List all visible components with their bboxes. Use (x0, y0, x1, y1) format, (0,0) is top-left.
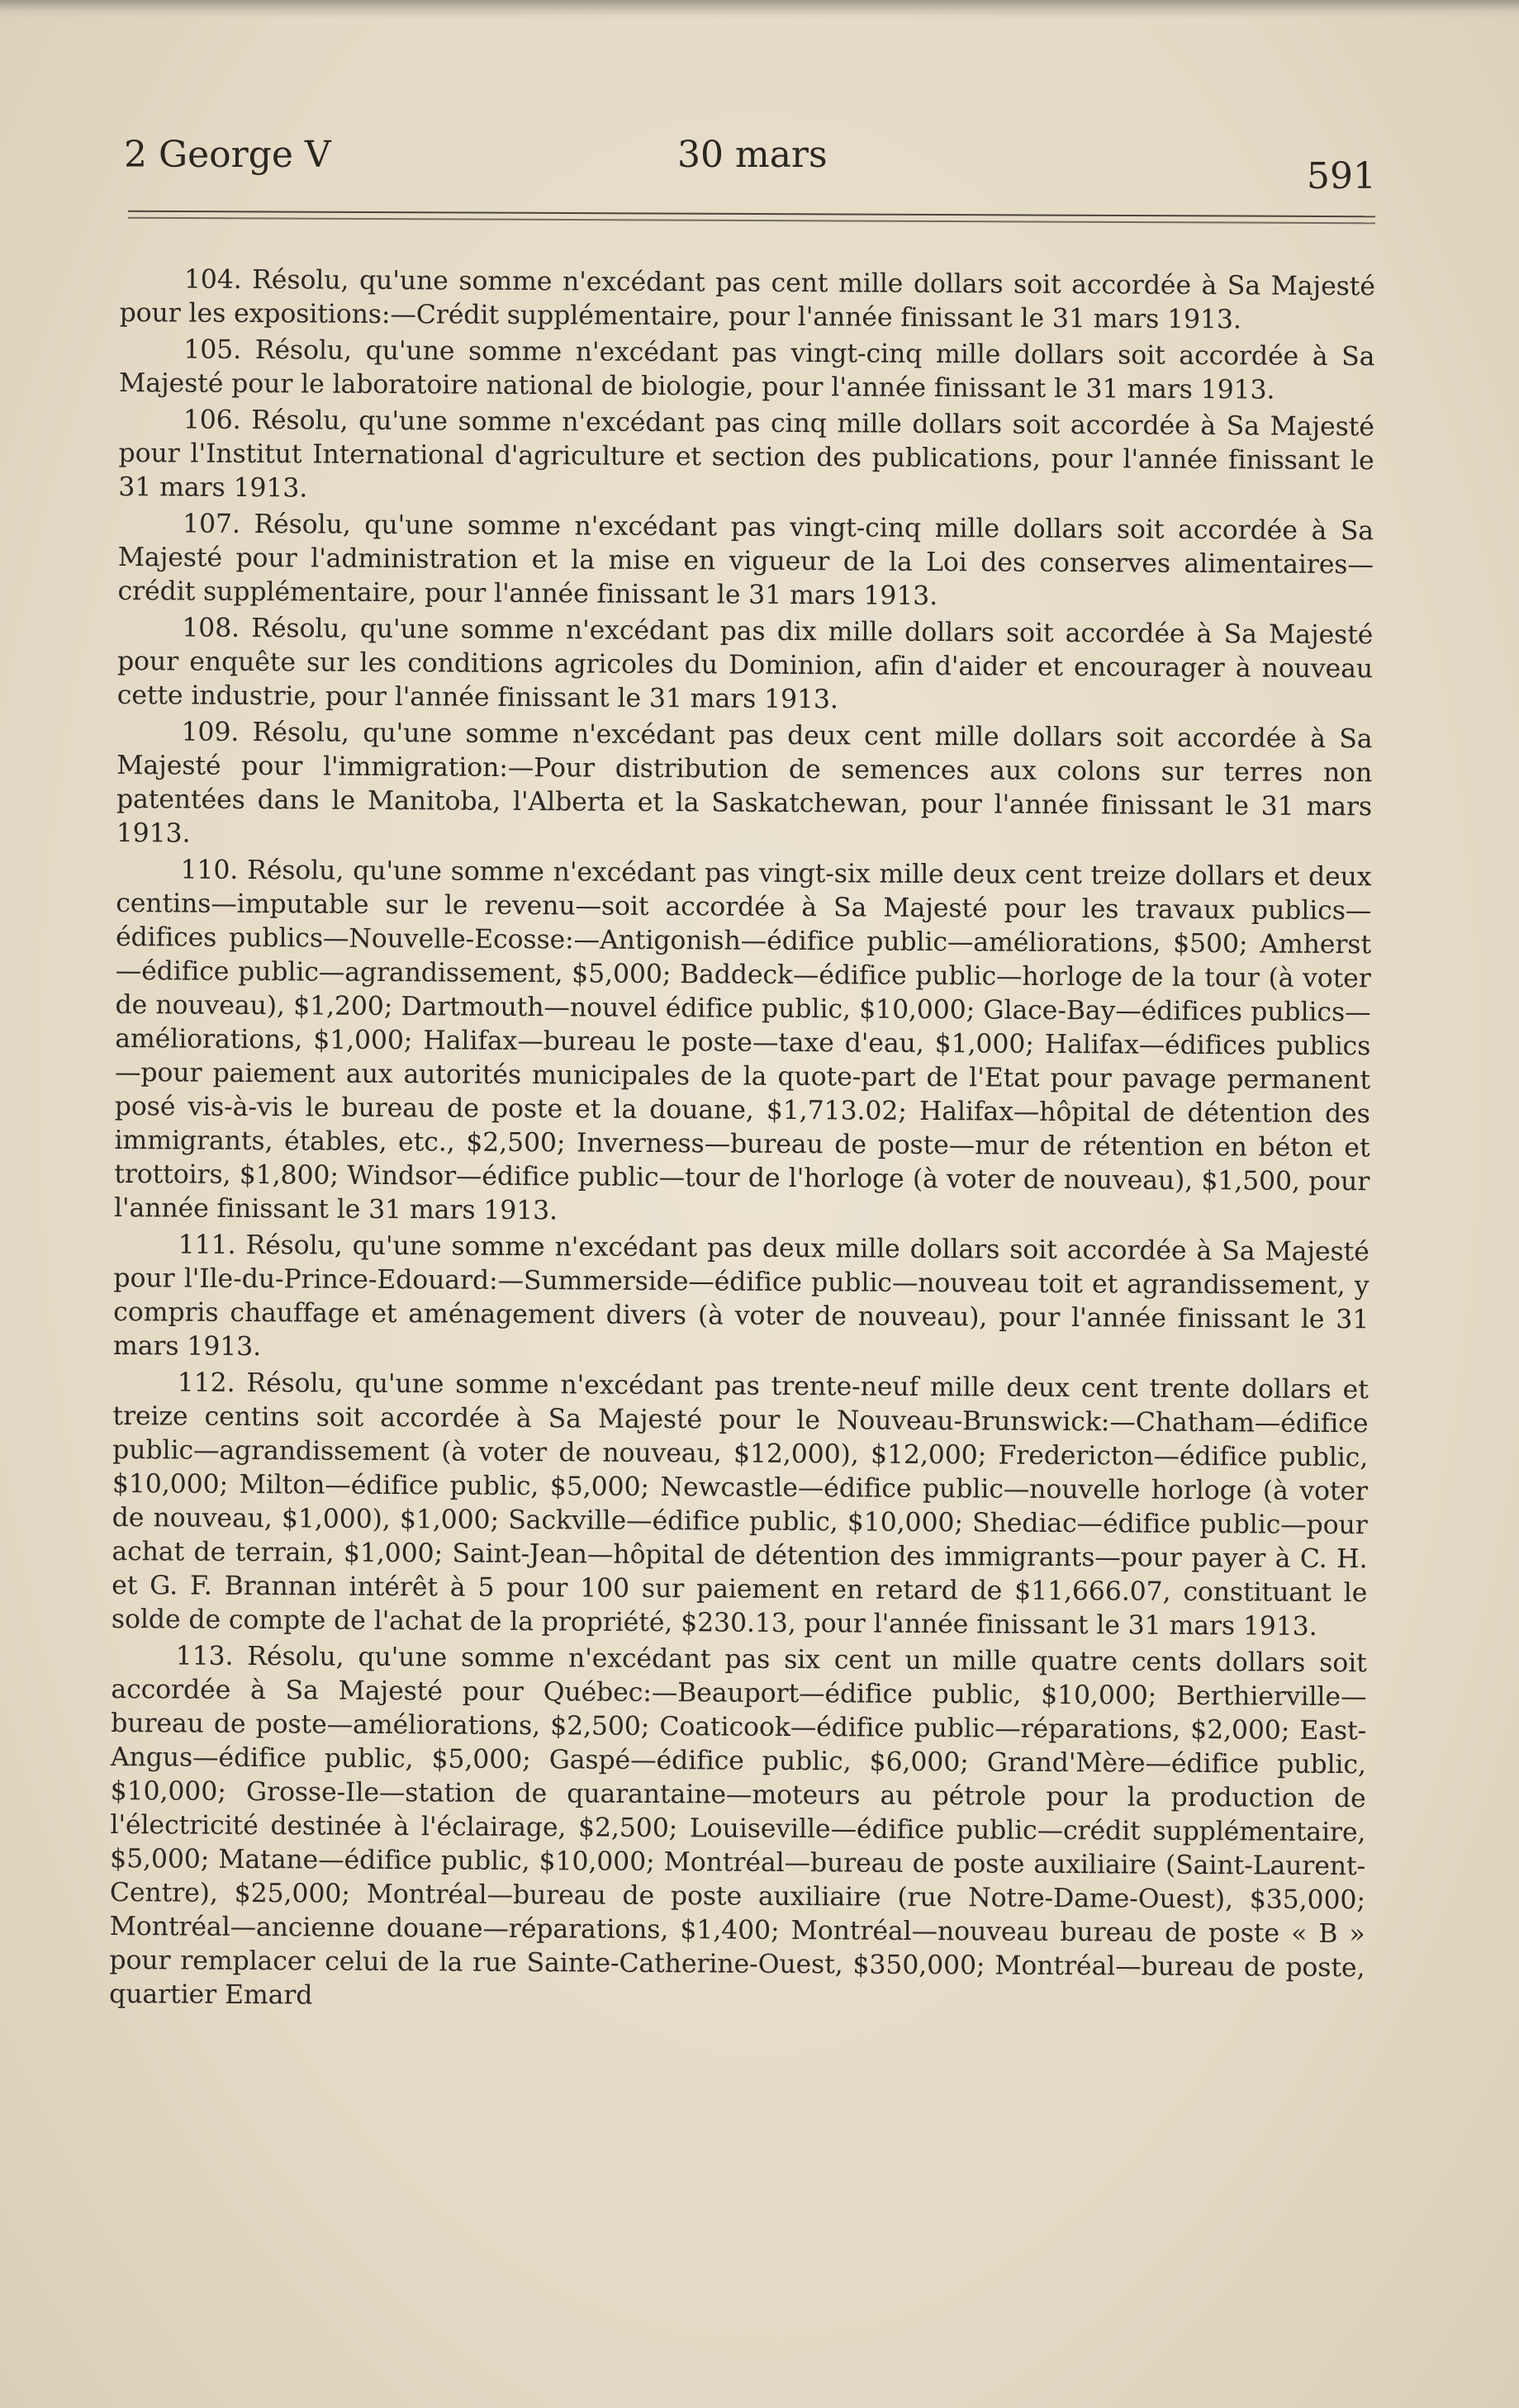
resolution-107: 107. Résolu, qu'une somme n'excédant pas vingt-cinq mille dollars soit accordée à Sa Majesté pour l'administration et la mise en vigueur de la Loi des conserves alimentaires—crédit supplémentaire, pour l'année finissant le 31 mars 1913. (117, 509, 1374, 612)
header-regnal-year: 2 George V (124, 134, 331, 176)
resolution-111: 111. Résolu, qu'une somme n'excédant pas deux mille dollars soit accordée à Sa Majesté pour l'Ile-du-Prince-Edouard:—Summerside—édifice public—nouveau toit et agrandissement, y compris chauffage et aménagement divers (à voter de nouveau), pour l'année finissant le 31 mars 1913. (112, 1230, 1369, 1363)
header-date: 30 mars (677, 134, 828, 176)
resolution-106: 106. Résolu, qu'une somme n'excédant pas cinq mille dollars soit accordée à Sa Majesté pour l'Institut International d'agriculture et section des publications, pour l'année finissant le 31 mars 1913. (118, 405, 1374, 504)
resolution-112: 112. Résolu, qu'une somme n'excédant pas trente-neuf mille deux cent trente dollars et treize centins soit accordée à Sa Majesté pour le Nouveau-Brunswick:—Chatham—édifice public—agrandissement (à voter de nouveau, $12,000), $12,000; Fredericton—édifice public, $10,000; Milton—édifice public, $5,000; Newcastle—édifice public—nouvelle horloge (à voter de nouveau, $1,000), $1,000; Sackville—édifice public, $10,000; Shediac—édifice public—pour achat de terrain, $1,000; Saint-Jean—hôpital de détention des immigrants—pour payer à C. H. et G. F. Brannan intérêt à 5 pour 100 sur paiement en retard de $11,666.07, constituant le solde de compte de l'achat de la propriété, $230.13, pour l'année finissant le 31 mars 1913. (111, 1368, 1369, 1642)
header-rule-bottom (128, 217, 1375, 225)
resolution-109: 109. Résolu, qu'une somme n'excédant pas deux cent mille dollars soit accordée à Sa Majesté pour l'immigration:—Pour distribution de semences aux colons sur terres non patentées dans le Manitoba, l'Alberta et la Saskatchewan, pour l'année finissant le 31 mars 1913. (116, 717, 1373, 849)
page-top-edge (0, 0, 1519, 18)
resolution-108: 108. Résolu, qu'une somme n'excédant pas dix mille dollars soit accordée à Sa Majesté pour enquête sur les conditions agricoles du Dominion, afin d'aider et encourager à nouveau cette industrie, pour l'année finissant le 31 mars 1913. (116, 613, 1374, 715)
resolution-113: 113. Résolu, qu'une somme n'excédant pas six cent un mille quatre cents dollars soit accordée à Sa Majesté pour Québec:—Beauport—édifice public, $10,000; Berthierville—bureau de poste—améliorations, $2,500; Coaticook—édifice public—réparations, $2,000; East-Angus—édifice public, $5,000; Gaspé—édifice public, $6,000; Grand'Mère—édifice public, $10,000; Grosse-Ile—station de quarantaine—moteurs au pétrole pour la production de l'électricité destinée à l'éclairage, $2,500; Louiseville—édifice public—crédit supplémentaire, $5,000; Matane—édifice public, $10,000; Montréal—bureau de poste auxiliaire (Saint-Laurent-Centre), $25,000; Montréal—bureau de poste auxiliaire (rue Notre-Dame-Ouest), $35,000; Montréal—ancienne douane—réparations, $1,400; Montréal—nouveau bureau de poste « B » pour remplacer celui de la rue Sainte-Catherine-Ouest, $350,000; Montréal—bureau de poste, quartier Emard (109, 1641, 1367, 2011)
resolution-105: 105. Résolu, qu'une somme n'excédant pas vingt-cinq mille dollars soit accordée à Sa Majesté pour le laboratoire national de biologie, pour l'année finissant le 31 mars 1913. (118, 334, 1375, 405)
resolution-104: 104. Résolu, qu'une somme n'excédant pas cent mille dollars soit accordée à Sa Majesté pour les expositions:—Crédit supplémentaire, pour l'année finissant le 31 mars 1913. (119, 264, 1375, 335)
resolution-110: 110. Résolu, qu'une somme n'excédant pas vingt-six mille deux cent treize dollars et deux centins—imputable sur le revenu—soit accordée à Sa Majesté pour les travaux publics—édifices publics—Nouvelle-Ecosse:—Antigonish—édifice public—améliorations, $500; Amherst—édifice public—agrandissement, $5,000; Baddeck—édifice public—horloge de la tour (à voter de nouveau), $1,200; Dartmouth—nouvel édifice public, $10,000; Glace-Bay—édifices publics—améliorations, $1,000; Halifax—bureau le poste—taxe d'eau, $1,000; Halifax—édifices publics—pour paiement aux autorités municipales de la quote-part de l'Etat pour pavage permanent posé vis-à-vis le bureau de poste et la douane, $1,713.02; Halifax—hôpital de détention des immigrants, étables, etc., $2,500; Inverness—bureau de poste—mur de rétention en béton et trottoirs, $1,800; Windsor—édifice public—tour de l'horloge (à voter de nouveau), $1,500, pour l'année finissant le 31 mars 1913. (113, 855, 1372, 1226)
page-number: 591 (1307, 155, 1376, 197)
page-header (124, 124, 1376, 197)
header-rule-top (128, 211, 1375, 218)
page-body (109, 263, 1375, 2022)
